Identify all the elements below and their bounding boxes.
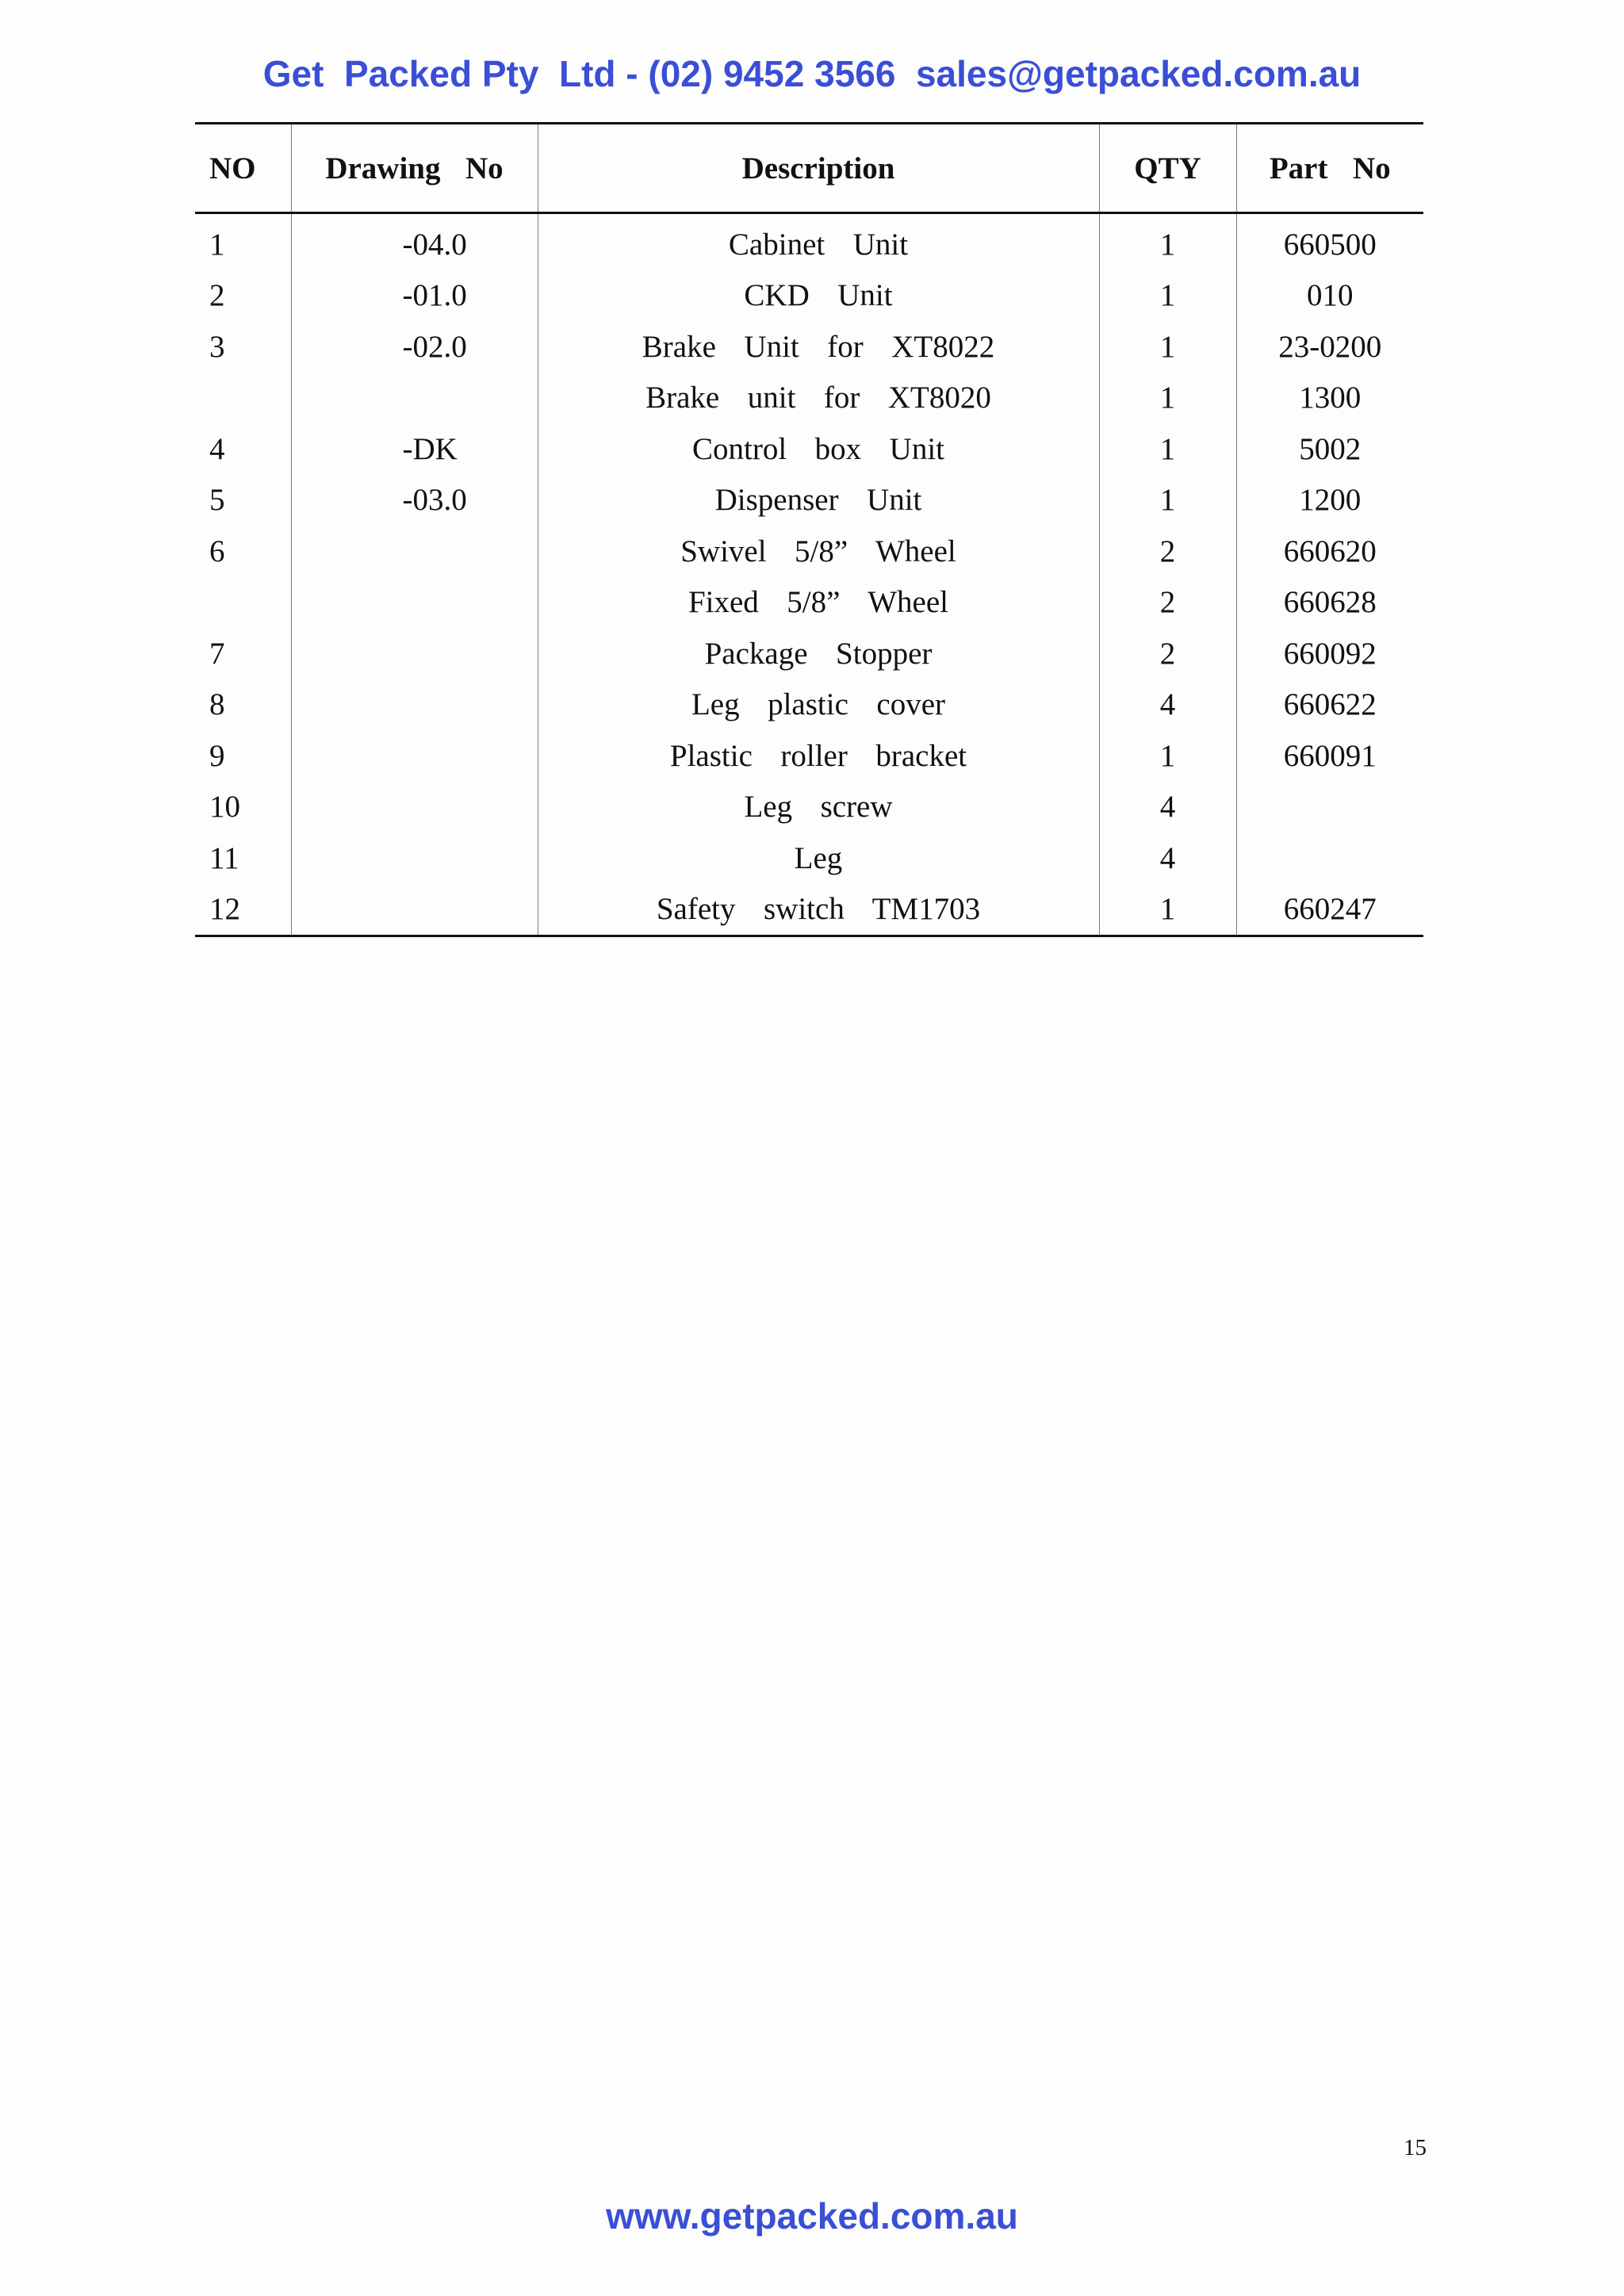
page-number: 15	[1404, 2135, 1427, 2160]
cell-no: 3	[209, 329, 225, 364]
cell-description: Package Stopper	[538, 628, 1099, 679]
cell-part-no: 660628	[1236, 577, 1423, 629]
cell-no: 11	[209, 840, 239, 875]
cell-part-no: 660092	[1236, 628, 1423, 679]
cell-part-no: 23-0200	[1236, 321, 1423, 373]
cell-description: CKD Unit	[538, 270, 1099, 322]
column-header-part-no: Part No	[1236, 124, 1423, 213]
cell-qty: 2	[1099, 577, 1236, 629]
cell-description: Swivel 5/8” Wheel	[538, 526, 1099, 577]
cell-part-no: 660091	[1236, 730, 1423, 782]
parts-list-table	[195, 122, 1423, 937]
cell-qty: 1	[1099, 423, 1236, 475]
cell-description: Plastic roller bracket	[538, 730, 1099, 782]
cell-description: Brake unit for XT8020	[538, 373, 1099, 424]
table-row	[195, 730, 1423, 782]
cell-part-no: 010	[1236, 270, 1423, 322]
cell-qty: 1	[1099, 730, 1236, 782]
cell-drawing-no	[291, 526, 538, 577]
cell-drawing-no	[291, 884, 538, 936]
cell-qty: 4	[1099, 782, 1236, 833]
table-row	[195, 423, 1423, 475]
table-header-row	[195, 124, 1423, 213]
cell-part-no: 660622	[1236, 679, 1423, 731]
cell-description: Cabinet Unit	[538, 213, 1099, 270]
cell-part-no	[1236, 832, 1423, 884]
table-row	[195, 782, 1423, 833]
table-row	[195, 475, 1423, 526]
table-row	[195, 213, 1423, 270]
cell-qty: 1	[1099, 884, 1236, 936]
cell-no: 2	[209, 278, 225, 313]
cell-qty: 4	[1099, 832, 1236, 884]
cell-no: 8	[209, 687, 225, 722]
table-row	[195, 884, 1423, 936]
cell-drawing-no	[291, 628, 538, 679]
company-contact-header: Get Packed Pty Ltd - (02) 9452 3566 sales@getpacked.com.au	[262, 53, 1362, 94]
website-footer: www.getpacked.com.au	[606, 2195, 1018, 2237]
cell-part-no: 1300	[1236, 373, 1423, 424]
cell-no: 9	[209, 738, 225, 773]
cell-description: Fixed 5/8” Wheel	[538, 577, 1099, 629]
cell-drawing-no	[291, 373, 538, 424]
cell-description: Leg	[538, 832, 1099, 884]
cell-part-no	[1236, 782, 1423, 833]
cell-description: Brake Unit for XT8022	[538, 321, 1099, 373]
cell-no	[195, 373, 291, 424]
cell-drawing-no: -02.0	[291, 321, 538, 373]
table-row	[195, 321, 1423, 373]
cell-qty: 1	[1099, 213, 1236, 270]
cell-qty: 2	[1099, 628, 1236, 679]
cell-no: 10	[209, 790, 240, 825]
cell-no: 6	[209, 534, 225, 568]
cell-drawing-no: -03.0	[291, 475, 538, 526]
table-row	[195, 526, 1423, 577]
cell-qty: 1	[1099, 270, 1236, 322]
cell-description: Safety switch TM1703	[538, 884, 1099, 936]
table-row	[195, 679, 1423, 731]
cell-no: 5	[209, 483, 225, 518]
cell-drawing-no	[291, 782, 538, 833]
table-row	[195, 628, 1423, 679]
cell-drawing-no	[291, 577, 538, 629]
cell-qty: 4	[1099, 679, 1236, 731]
table-row	[195, 577, 1423, 629]
cell-part-no: 660247	[1236, 884, 1423, 936]
column-header-no: NO	[209, 151, 256, 186]
cell-qty: 1	[1099, 373, 1236, 424]
cell-drawing-no	[291, 832, 538, 884]
cell-no: 7	[209, 636, 225, 671]
table-row	[195, 832, 1423, 884]
cell-description: Leg screw	[538, 782, 1099, 833]
column-header-description: Description	[538, 124, 1099, 213]
cell-drawing-no: -04.0	[291, 213, 538, 270]
cell-qty: 1	[1099, 475, 1236, 526]
cell-no	[195, 577, 291, 629]
column-header-qty: QTY	[1099, 124, 1236, 213]
cell-description: Dispenser Unit	[538, 475, 1099, 526]
cell-no: 1	[209, 227, 225, 262]
table-row	[195, 373, 1423, 424]
cell-description: Leg plastic cover	[538, 679, 1099, 731]
cell-part-no: 1200	[1236, 475, 1423, 526]
column-header-drawing-no: Drawing No	[291, 124, 538, 213]
cell-drawing-no: -01.0	[291, 270, 538, 322]
cell-no: 4	[209, 431, 225, 466]
cell-drawing-no: -DK	[291, 423, 538, 475]
cell-drawing-no	[291, 730, 538, 782]
cell-no: 12	[209, 892, 240, 927]
cell-description: Control box Unit	[538, 423, 1099, 475]
cell-part-no: 660500	[1236, 213, 1423, 270]
cell-part-no: 660620	[1236, 526, 1423, 577]
cell-qty: 1	[1099, 321, 1236, 373]
table-row	[195, 270, 1423, 322]
cell-part-no: 5002	[1236, 423, 1423, 475]
parts-table-body	[195, 213, 1423, 936]
cell-drawing-no	[291, 679, 538, 731]
cell-qty: 2	[1099, 526, 1236, 577]
